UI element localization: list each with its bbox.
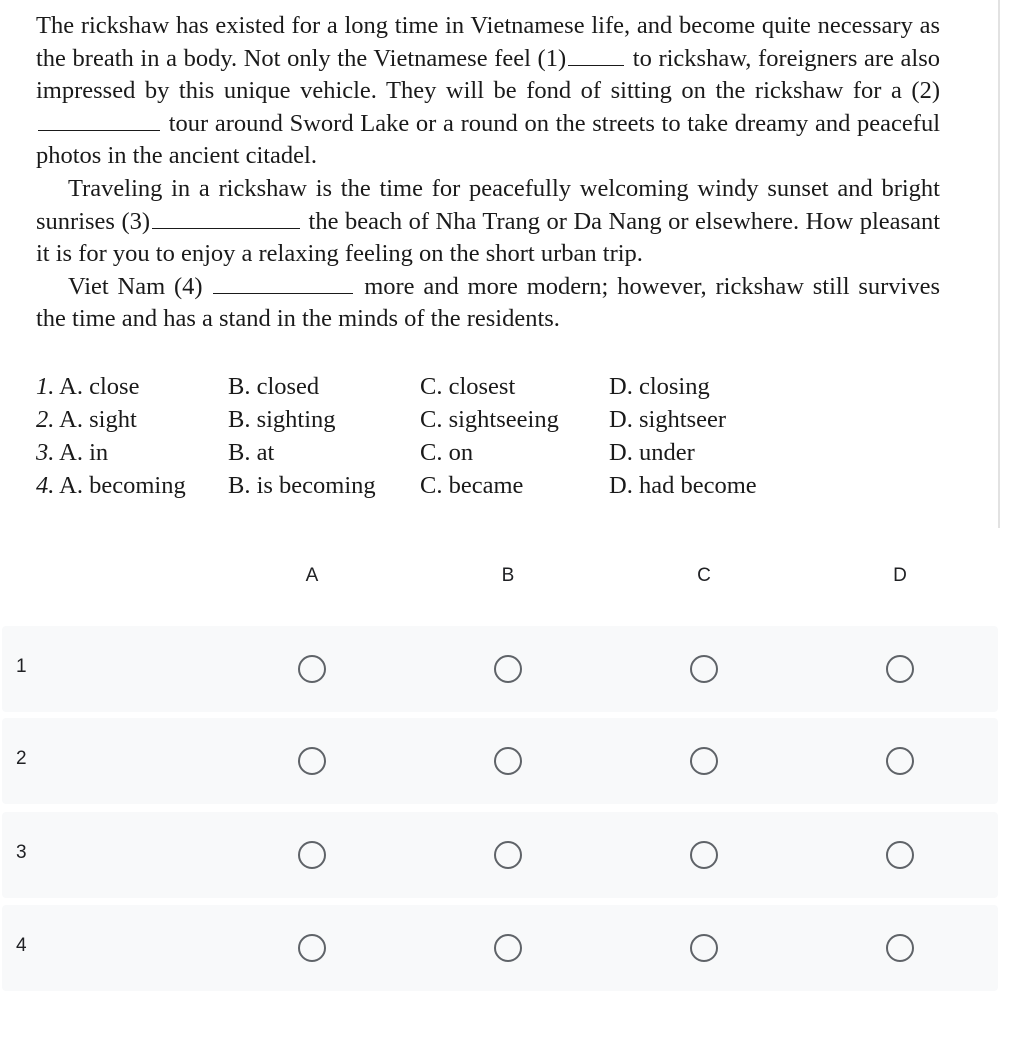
question-option xyxy=(36,370,228,403)
paragraph-2-part-b: the beach of Nha Trang or Da Nang or elsewhere. How pleasant it is for you to enjoy a relaxing feeling on the short urban trip. xyxy=(36,207,941,268)
paragraph-1 xyxy=(36,10,940,173)
radio-4-a[interactable] xyxy=(298,934,326,962)
question-option xyxy=(420,436,609,469)
radio-1-b[interactable] xyxy=(494,655,522,683)
question-row xyxy=(36,370,757,403)
option-text: C. sightseeing xyxy=(420,406,559,433)
question-option xyxy=(228,436,420,469)
column-header-b: B xyxy=(501,565,515,586)
question-option xyxy=(609,469,757,502)
paragraph-3-part-a: Viet Nam (4) xyxy=(68,272,203,300)
question-option xyxy=(420,370,609,403)
question-row xyxy=(36,403,757,436)
grid-row-1 xyxy=(2,626,998,712)
row-label: 1 xyxy=(16,656,27,677)
grid-row-3 xyxy=(2,812,998,898)
paragraph-3 xyxy=(36,271,940,336)
option-text: A. becoming xyxy=(59,472,186,499)
radio-3-a[interactable] xyxy=(298,841,326,869)
radio-2-b[interactable] xyxy=(494,747,522,775)
question-row xyxy=(36,436,757,469)
question-number: 4. xyxy=(36,472,55,499)
paragraph-1-part-a: The rickshaw has existed for a long time in Vietnamese life, and become quite necessary as the breath in a body. Not only the Vietnamese feel (1) xyxy=(36,12,940,72)
radio-2-c[interactable] xyxy=(690,747,718,775)
question-option xyxy=(36,469,228,502)
blank-3 xyxy=(152,206,300,229)
radio-4-d[interactable] xyxy=(886,934,914,962)
question-option xyxy=(36,403,228,436)
passage-text xyxy=(36,10,940,336)
grid-row-2 xyxy=(2,718,998,804)
option-text: A. sight xyxy=(59,406,137,433)
radio-1-a[interactable] xyxy=(298,655,326,683)
question-option xyxy=(609,370,757,403)
question-option xyxy=(420,403,609,436)
radio-2-a[interactable] xyxy=(298,747,326,775)
blank-4 xyxy=(213,271,353,294)
question-number: 3. xyxy=(36,439,55,466)
radio-1-c[interactable] xyxy=(690,655,718,683)
column-header-d: D xyxy=(893,565,907,586)
option-text: D. under xyxy=(609,439,695,466)
option-text: D. closing xyxy=(609,373,710,400)
radio-4-c[interactable] xyxy=(690,934,718,962)
radio-1-d[interactable] xyxy=(886,655,914,683)
grid-row-4 xyxy=(2,905,998,991)
paragraph-2 xyxy=(36,173,940,271)
option-text: D. had become xyxy=(609,472,757,499)
question-number: 2. xyxy=(36,406,55,433)
question-option xyxy=(228,469,420,502)
option-text: C. became xyxy=(420,472,524,499)
option-text: B. at xyxy=(228,439,275,466)
blank-1 xyxy=(568,43,624,66)
radio-3-b[interactable] xyxy=(494,841,522,869)
grid-header xyxy=(0,555,998,611)
radio-3-c[interactable] xyxy=(690,841,718,869)
row-label: 2 xyxy=(16,748,27,769)
paragraph-3-part-b: more and more modern; however, rickshaw still survives the time and has a stand in the minds of the residents. xyxy=(36,272,941,333)
options-table xyxy=(36,370,757,502)
paragraph-1-part-c: tour around Sword Lake or a round on the streets to take dreamy and peaceful photos in the ancient citadel. xyxy=(36,109,940,170)
question-row xyxy=(36,469,757,502)
choice-grid xyxy=(0,555,998,956)
question-number: 1. xyxy=(36,373,55,400)
column-header-c: C xyxy=(697,565,711,586)
blank-2 xyxy=(38,108,160,131)
question-option xyxy=(420,469,609,502)
question-option xyxy=(228,403,420,436)
option-text: A. in xyxy=(59,439,109,466)
radio-4-b[interactable] xyxy=(494,934,522,962)
option-text: A. close xyxy=(59,373,140,400)
question-option xyxy=(228,370,420,403)
paragraph-1-part-b: to rickshaw, foreigners are also impressed by this unique vehicle. They will be fond of sitting on the rickshaw for a (2) xyxy=(36,44,940,105)
column-header-a: A xyxy=(305,565,319,586)
row-label: 3 xyxy=(16,842,27,863)
paragraph-2-part-a: Traveling in a rickshaw is the time for peacefully welcoming windy sunset and bright sunrises (3) xyxy=(36,174,940,235)
question-option xyxy=(36,436,228,469)
question-option xyxy=(609,436,757,469)
option-text: B. closed xyxy=(228,373,320,400)
radio-2-d[interactable] xyxy=(886,747,914,775)
option-text: D. sightseer xyxy=(609,406,727,433)
option-text: C. closest xyxy=(420,373,516,400)
option-text: C. on xyxy=(420,439,474,466)
radio-3-d[interactable] xyxy=(886,841,914,869)
row-label: 4 xyxy=(16,935,27,956)
question-option xyxy=(609,403,757,436)
option-text: B. sighting xyxy=(228,406,336,433)
option-text: B. is becoming xyxy=(228,472,376,499)
passage-image xyxy=(0,0,1000,528)
